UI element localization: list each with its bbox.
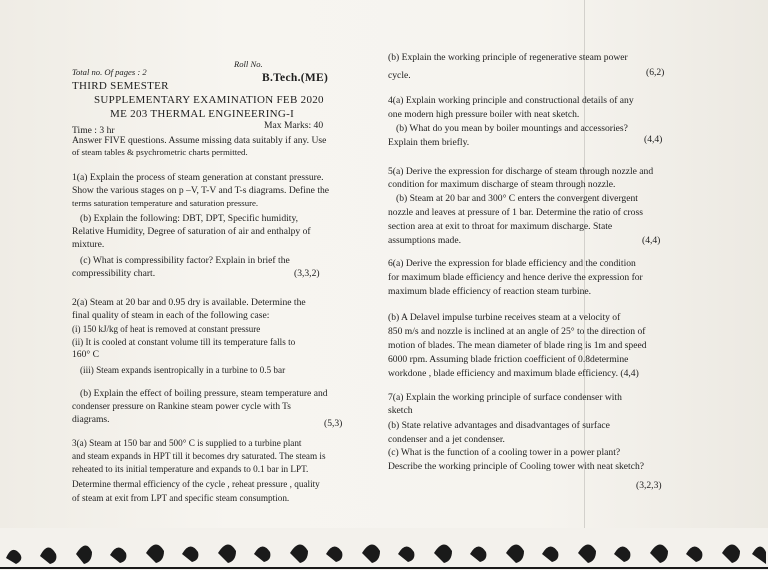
q6b-line3: motion of blades. The mean diameter of blade ring is 1m and speed xyxy=(388,340,647,351)
q5b-line2: nozzle and leaves at pressure of 1 bar. Determine the ratio of cross xyxy=(388,207,643,218)
q3a-line2: and steam expands in HPT till it becomes dry saturated. The steam is xyxy=(72,451,326,461)
q2-marks: (5,3) xyxy=(324,418,343,429)
max-marks: Max Marks: 40 xyxy=(264,120,324,131)
q6b-line1: (b) A Delavel impulse turbine receives steam at a velocity of xyxy=(388,312,621,323)
q2b-line1: (b) Explain the effect of boiling pressure, steam temperature and xyxy=(80,388,328,399)
total-pages: Total no. Of pages : 2 xyxy=(72,67,147,77)
q7b-line2: condenser and a jet condenser. xyxy=(388,434,505,445)
q6b-line5: workdone , blade efficiency and maximum blade efficiency. (4,4) xyxy=(388,368,639,379)
q5b-line4: assumptions made. xyxy=(388,235,462,246)
q6b-line2: 850 m/s and nozzle is inclined at an angle of 25° to the direction of xyxy=(388,326,646,337)
q2b-line3: diagrams. xyxy=(72,414,110,425)
course-title: ME 203 THERMAL ENGINEERING-I xyxy=(110,108,295,120)
q7a-line2: sketch xyxy=(388,405,413,416)
q5a-line2: condition for maximum discharge of steam through nozzle. xyxy=(388,179,616,190)
q2a-line2: final quality of steam in each of the following case: xyxy=(72,310,270,321)
q7-marks: (3,2,3) xyxy=(636,480,662,491)
q4a-line2: one modern high pressure boiler with neat sketch. xyxy=(388,109,580,120)
q1b-line3: mixture. xyxy=(72,239,105,250)
q1b-line1: (b) Explain the following: DBT, DPT, Specific humidity, xyxy=(80,213,299,224)
q2a-part-iii: (iii) Steam expands isentropically in a turbine to 0.5 bar xyxy=(80,365,286,375)
q6a-line2: for maximum blade efficiency and hence derive the expression for xyxy=(388,272,643,283)
q2b-line2: condenser pressure on Rankine steam power cycle with Ts xyxy=(72,402,291,412)
q3a-line5: of steam at exit from LPT and specific steam consumption. xyxy=(72,493,290,503)
q3-marks: (6,2) xyxy=(646,67,665,78)
q5b-line1: (b) Steam at 20 bar and 300° C enters the convergent divergent xyxy=(396,193,638,204)
binding-spiral-strip xyxy=(0,528,768,570)
q7b-line1: (b) State relative advantages and disadvantages of surface xyxy=(388,420,610,431)
semester: THIRD SEMESTER xyxy=(72,80,169,92)
q1a-line2: Show the various stages on p –V, T-V and T-s diagrams. Define the xyxy=(72,185,330,196)
q6a-line1: 6(a) Derive the expression for blade efficiency and the condition xyxy=(388,258,636,269)
q7c-line1: (c) What is the function of a cooling tower in a power plant? xyxy=(388,447,621,458)
q3b-line1: (b) Explain the working principle of regenerative steam power xyxy=(388,52,628,63)
q6b-line4: 6000 rpm. Assuming blade friction coefficient of 0.8determine xyxy=(388,354,629,365)
q3a-line1: 3(a) Steam at 150 bar and 500° C is supplied to a turbine plant xyxy=(72,438,302,448)
instructions-line1: Answer FIVE questions. Assume missing data suitably if any. Use xyxy=(72,135,327,146)
q5-marks: (4,4) xyxy=(642,235,661,246)
page-fold-line xyxy=(584,0,585,570)
q1c-line1: (c) What is compressibility factor? Explain in brief the xyxy=(80,255,290,266)
q1c-line2: compressibility chart. xyxy=(72,268,156,279)
q3a-line3: reheated to its initial temperature and expands to 0.1 bar in LPT. xyxy=(72,464,309,474)
q4a-line1: 4(a) Explain working principle and constructional details of any xyxy=(388,95,634,106)
roll-no: Roll No. xyxy=(234,59,263,69)
q1-marks: (3,3,2) xyxy=(294,268,320,279)
q2a-part-ii-line2: 160° C xyxy=(72,349,100,360)
q1b-line2: Relative Humidity, Degree of saturation of air and enthalpy of xyxy=(72,226,311,237)
q3a-line4: Determine thermal efficiency of the cycle , reheat pressure , quality xyxy=(72,479,320,489)
q2a-part-i: (i) 150 kJ/kg of heat is removed at constant pressure xyxy=(72,324,261,334)
q7a-line1: 7(a) Explain the working principle of surface condenser with xyxy=(388,392,622,403)
q4b-line1: (b) What do you mean by boiler mountings and accessories? xyxy=(396,123,628,134)
q4b-line2: Explain them briefly. xyxy=(388,137,470,148)
exam-title: SUPPLEMENTARY EXAMINATION FEB 2020 xyxy=(94,94,324,106)
q7c-line2: Describe the working principle of Cooling tower with neat sketch? xyxy=(388,461,645,472)
q5a-line1: 5(a) Derive the expression for discharge of steam through nozzle and xyxy=(388,166,654,177)
q2a-part-ii-line1: (ii) It is cooled at constant volume till its temperature falls to xyxy=(72,337,296,347)
exam-time: Time : 3 hr xyxy=(72,125,115,136)
q5b-line3: section area at exit to throat for maximum discharge. State xyxy=(388,221,613,232)
degree: B.Tech.(ME) xyxy=(262,72,329,84)
q6a-line3: maximum blade efficiency of reaction steam turbine. xyxy=(388,286,592,297)
q4-marks: (4,4) xyxy=(644,134,663,145)
q1a-line3: terms saturation temperature and saturation pressure. xyxy=(72,198,259,208)
instructions-line2: of steam tables & psychrometric charts permitted. xyxy=(72,147,248,157)
q3b-line2: cycle. xyxy=(388,70,411,81)
q1a-line1: 1(a) Explain the process of steam generation at constant pressure. xyxy=(72,172,324,183)
q2a-line1: 2(a) Steam at 20 bar and 0.95 dry is available. Determine the xyxy=(72,297,306,308)
